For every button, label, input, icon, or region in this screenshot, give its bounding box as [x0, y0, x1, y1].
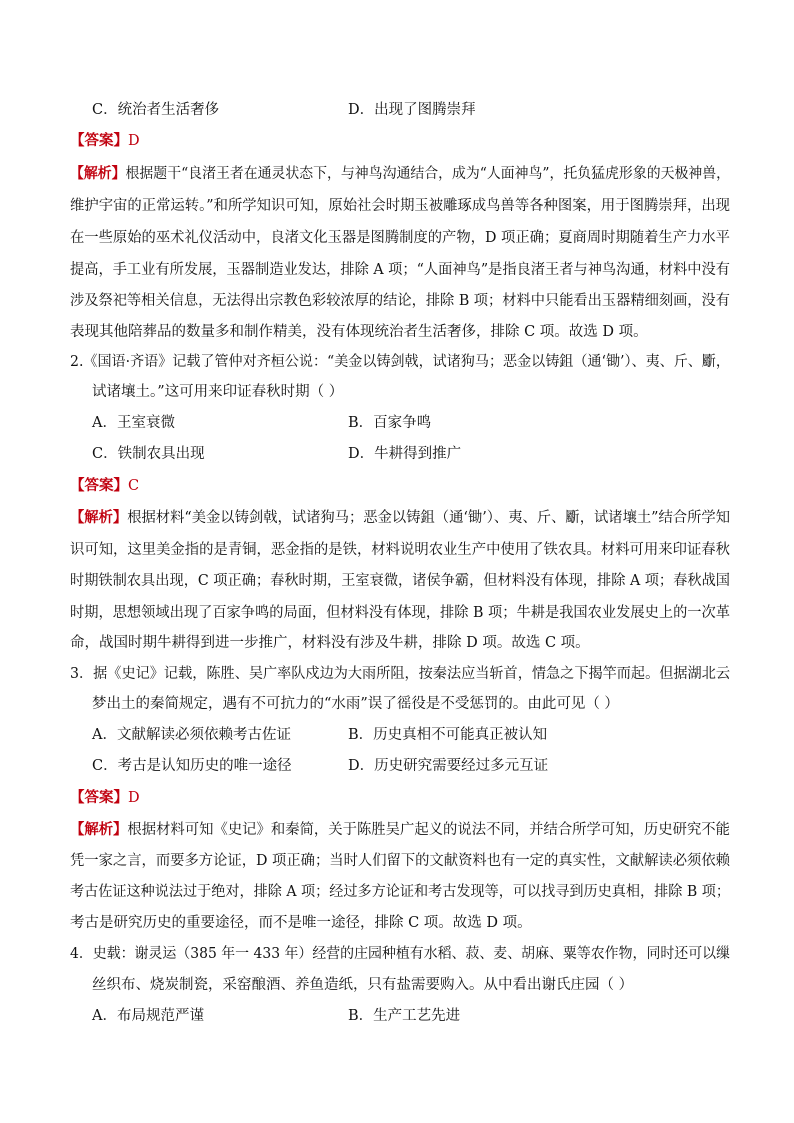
- q3-answer-value: D: [128, 790, 140, 806]
- q4-option-a: A．布局规范严谨: [92, 1008, 204, 1024]
- q1-analysis-line: 涉及祭祀等相关信息，无法得出宗教色彩较浓厚的结论，排除 B 项；材料中只能看出玉器精细刻画，没有: [70, 293, 731, 309]
- q1-option-d: D．出现了图腾崇拜: [348, 102, 476, 118]
- q2-option-b: B．百家争鸣: [348, 415, 432, 431]
- q3-option-a: A．文献解读必须依赖考古佐证: [92, 727, 291, 743]
- q2-analysis-line: 时期，思想领域出现了百家争鸣的局面，但材料没有体现，排除 B 项；牛耕是我国农业发展史上的一次革: [70, 605, 731, 621]
- q2-analysis-line: 识可知，这里美金指的是青铜，恶金指的是铁，材料说明农业生产中使用了铁农具。材料可用来印证春秋: [70, 542, 730, 558]
- q2-analysis-line: 命，战国时期牛耕得到进一步推广，材料没有涉及牛耕，排除 D 项。故选 C 项。: [70, 635, 590, 651]
- q3-option-c: C．考古是认知历史的唯一途径: [92, 758, 292, 774]
- q1-option-c: C．统治者生活奢侈: [92, 102, 220, 118]
- q1-analysis-line: [70, 164, 730, 184]
- q3-analysis-line: 考古佐证这种说法过于绝对，排除 A 项；经过多方论证和考古发现等，可以找寻到历史真相，排除 B 项；: [70, 884, 731, 900]
- q3-analysis-line: 考古是研究历史的重要途径，而不是唯一途径，排除 C 项。故选 D 项。: [70, 915, 532, 931]
- q2-option-d: D．牛耕得到推广: [348, 446, 462, 462]
- q3-stem: 3．据《史记》记载，陈胜、吴广率队戍边为大雨所阻，按秦法应当斩首，情急之下揭竿而起。但据湖北云: [70, 666, 731, 682]
- q4-option-b: B．生产工艺先进: [348, 1008, 461, 1024]
- q3-analysis-text: 根据材料可知《史记》和秦简，关于陈胜吴广起义的说法不同，并结合所学可知，历史研究不能: [127, 822, 730, 838]
- q1-analysis-text: 根据题干“良渚王者在通灵状态下，与神鸟沟通结合，成为“人面神鸟”，托负猛虎形象的天极神兽，: [125, 166, 731, 182]
- q3-answer-line: [70, 788, 140, 808]
- answer-tag: 【答案】: [70, 477, 128, 494]
- q1-analysis-line: 提高，手工业有所发展，玉器制造业发达，排除 A 项；“人面神鸟”是指良渚王者与神鸟沟通，材料中没有: [70, 262, 731, 278]
- q2-option-c: C．铁制农具出现: [92, 446, 205, 462]
- q4-stem: 4．史载：谢灵运（385 年一 433 年）经营的庄园种植有水稻、菽、麦、胡麻、粟等农作物，同时还可以缫: [70, 946, 730, 962]
- q4-stem-cont: 丝织布、烧炭制瓷，采窑酿酒、养鱼造纸，只有盐需要购入。从中看出谢氏庄园（ ）: [92, 977, 634, 993]
- analysis-tag: 【解析】: [70, 165, 126, 182]
- q1-answer-value: D: [128, 133, 140, 149]
- q1-analysis-line: 在一些原始的巫术礼仪活动中，良渚文化玉器是图腾制度的产物，D 项正确；夏商周时期随着生产力水平: [70, 230, 730, 246]
- q3-analysis-line: [70, 820, 730, 840]
- answer-tag: 【答案】: [70, 132, 128, 149]
- q2-stem: 2.《国语·齐语》记载了管仲对齐桓公说：“美金以铸剑戟，试诸狗马；恶金以铸鉏（通‘锄’）、夷、斤、斸，: [70, 354, 730, 370]
- q2-analysis-line: 时期铁制农具出现，C 项正确；春秋时期，王室衰微，诸侯争霸，但材料没有体现，排除 A 项；春秋战国: [70, 573, 730, 589]
- q3-option-d: D．历史研究需要经过多元互证: [348, 758, 549, 774]
- q2-analysis-line: [70, 508, 730, 528]
- q2-analysis-text: 根据材料“美金以铸剑戟，试诸狗马；恶金以铸鉏（通‘锄’）、夷、斤、斸，试诸壤土”结合所学知: [127, 510, 730, 526]
- analysis-tag: 【解析】: [70, 509, 128, 526]
- q3-option-b: B．历史真相不可能真正被认知: [348, 727, 548, 743]
- answer-tag: 【答案】: [70, 789, 128, 806]
- q1-answer-line: [70, 131, 140, 151]
- q3-analysis-line: 凭一家之言，而要多方论证，D 项正确；当时人们留下的文献资料也有一定的真实性，文献解读必须依赖: [70, 853, 730, 869]
- q1-analysis-line: 维护宇宙的正常运转。”和所学知识可知，原始社会时期玉被雕琢成鸟兽等各种图案，用于图腾崇拜，出现: [70, 198, 731, 214]
- q2-stem-cont: 试诸壤土。”这可用来印证春秋时期（ ）: [92, 384, 344, 400]
- q2-option-a: A．王室衰微: [92, 415, 175, 431]
- analysis-tag: 【解析】: [70, 821, 128, 838]
- q1-analysis-line: 表现其他陪葬品的数量多和制作精美，没有体现统治者生活奢侈，排除 C 项。故选 D 项。: [70, 324, 648, 340]
- q3-stem-cont: 梦出土的秦简规定，遇有不可抗力的“水雨”误了徭役是不受惩罚的。由此可见（ ）: [92, 696, 619, 712]
- q2-answer-line: [70, 476, 139, 496]
- q2-answer-value: C: [128, 478, 140, 494]
